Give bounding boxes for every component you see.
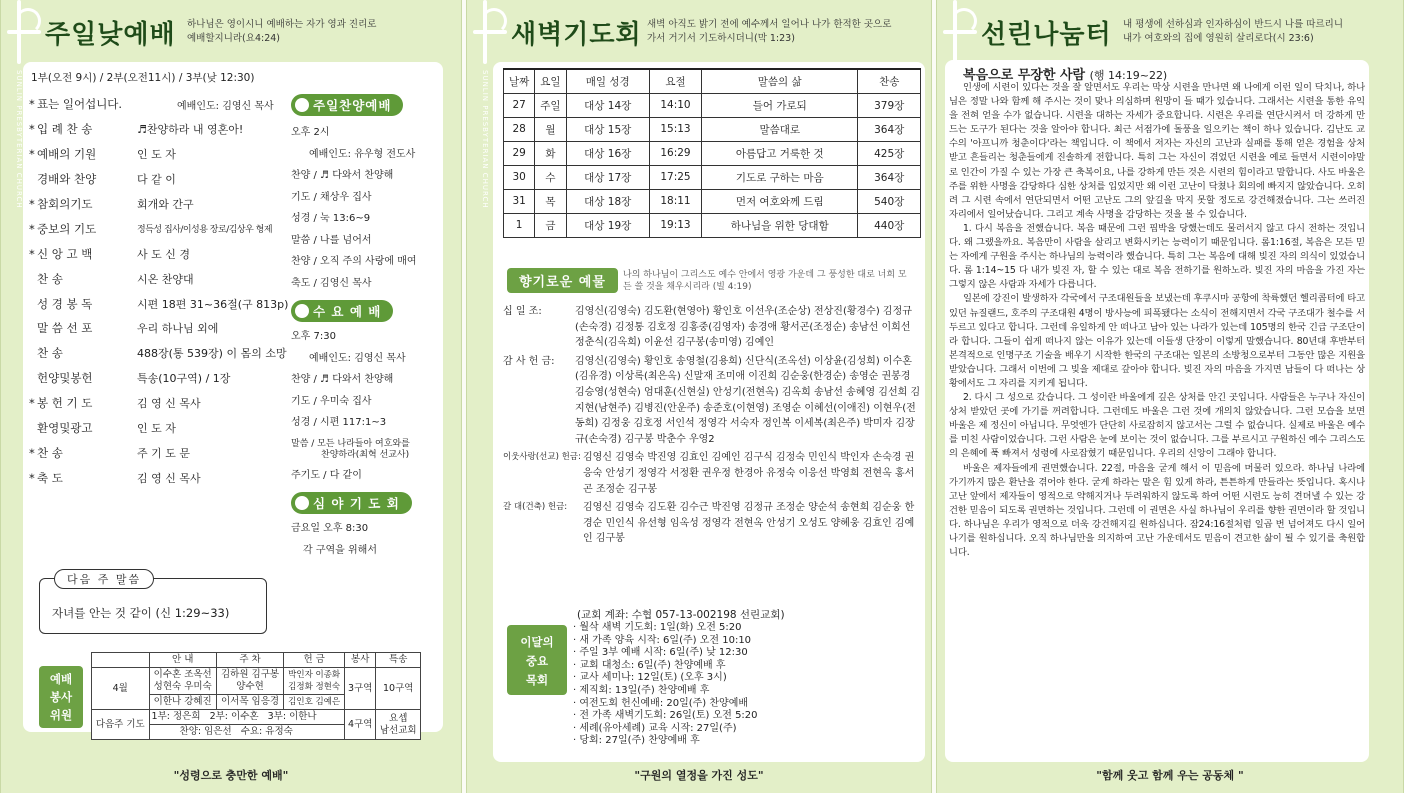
line: 성경 / 눅 13:6~9 <box>291 213 371 224</box>
event-item: · 주일 3부 예배 시작: 6일(주) 낮 12:30 <box>573 647 748 659</box>
order-row <box>29 266 299 291</box>
order-label: 축 도 <box>37 470 63 485</box>
dawn-schedule-table <box>503 68 921 238</box>
table-cell: 364장 <box>858 165 921 189</box>
order-label: 중보의 기도 <box>37 221 97 236</box>
cell-line: 요셉 <box>389 712 408 724</box>
header-cell: 요절 <box>649 69 701 93</box>
section-title: 수 요 예 배 <box>313 304 382 319</box>
subtitle-line: 예배할지니라(요4:24) <box>187 33 280 44</box>
cell-line: 양수현 <box>236 681 264 692</box>
line: 오후 7:30 <box>291 331 336 342</box>
table-cell: 목 <box>535 189 566 213</box>
order-label: 찬 송 <box>37 271 63 286</box>
event-item: · 전 가족 새벽기도회: 26일(토) 오전 5:20 <box>573 710 758 722</box>
order-label: 헌양및봉헌 <box>37 371 93 386</box>
order-label: 입 례 찬 송 <box>37 122 93 137</box>
order-value: 김 영 신 목사 <box>137 471 201 485</box>
cell <box>149 725 345 740</box>
event-item: · 월삭 새벽 기도회: 1일(화) 오전 5:20 <box>573 622 742 633</box>
table-cell: 대상 18장 <box>566 189 649 213</box>
bank-account: (교회 계좌: 수협 057-13-002198 선린교회) <box>577 609 785 621</box>
order-value: 인 도 자 <box>137 148 176 162</box>
event-item: · 교사 세미나: 12일(토) (오후 3시) <box>573 672 727 684</box>
line: 오후 2시 <box>291 127 330 138</box>
next-sermon-label: 다음 주 말씀 <box>54 569 154 589</box>
label-line: 위원 <box>49 708 73 722</box>
header-cell: 말씀의 삶 <box>702 69 858 93</box>
table-cell: 주일 <box>535 93 566 117</box>
label-line: 봉사 <box>49 690 73 704</box>
panel-dawn-prayer <box>466 0 932 793</box>
table-cell: 14:10 <box>649 93 701 117</box>
table-cell: 31 <box>504 189 535 213</box>
order-value: 김 영 신 목사 <box>137 397 201 411</box>
monthly-events-label <box>507 625 567 695</box>
table-cell: 30 <box>504 165 535 189</box>
line: 기도 / 우미숙 집사 <box>291 395 372 407</box>
offering-item <box>503 450 921 497</box>
line: 예배인도: 유우형 전도사 <box>309 148 416 160</box>
order-row <box>29 416 299 441</box>
label-line: 예배 <box>49 672 73 686</box>
night-lines <box>291 518 431 561</box>
table-cell: 대상 17장 <box>566 165 649 189</box>
table-header-row <box>504 69 921 93</box>
event-item: · 제직회: 13일(주) 찬양예배 후 <box>573 684 710 696</box>
label-line: 목회 <box>525 673 549 687</box>
panel-header <box>467 0 931 60</box>
panel-subtitle <box>187 18 376 46</box>
table-row <box>504 213 921 237</box>
line: 축도 / 김영신 목사 <box>291 277 372 289</box>
header-cell: 요일 <box>535 69 566 93</box>
subtitle-line: 하나님은 영이시니 예배하는 자가 영과 진리로 <box>187 19 377 30</box>
panel-footer: "함께 웃고 함께 우는 공동체 " <box>1096 769 1244 782</box>
order-value: 시편 18편 31~36절(구 813p) <box>137 297 289 311</box>
header-cell: 특송 <box>376 653 421 668</box>
offering-item <box>503 500 921 547</box>
article-paragraph: 바울은 제자들에게 권면했습니다. 22절, 마음을 굳게 해서 이 믿음에 머물러 있으라. 하나님 나라에 가기까지 많은 환난을 겪어야 한다. 굳게 하라는 말은 힘 있게 하라, 튼튼하게 만들라는 뜻입니다. 혹시나 고난 앞에서 제자들이 영적으로 약해지거나 두려워하지 않도록 하여 어떤 시련도 능히 견뎌낼 수 있는 강건한 믿음이 되도록 권면하는 것입니다. 그런데 이 권면은 사실 하나님이 우리를 향한 권면이라 할 것입니다. 하나님은 우리가 영적으로 더욱 강건해지길 원하십니다. 잠24:16절처럼 일곱 번 넘어져도 다시 일어나기를 원하십니다. 오직 하나님만을 의지하여 고난 가운데서도 믿음이 견고한 삶이 될 수 있기를 축원합니다. <box>949 462 1365 559</box>
cell: 이한나 강혜진 <box>149 695 216 710</box>
table-cell: 들어 가로되 <box>702 93 858 117</box>
subtitle-line: 새벽 아직도 밝기 전에 예수께서 일어나 나가 한적한 곳으로 <box>647 19 892 30</box>
order-label: 봉 헌 기 도 <box>37 396 93 411</box>
table-cell: 금 <box>535 213 566 237</box>
offering-label: 십 일 조: <box>503 306 542 317</box>
next-sermon-box <box>39 573 267 634</box>
line: 말씀 / 모든 나라들아 여호와를 <box>291 438 410 449</box>
cell-line: 박인자 이종화 <box>288 670 341 680</box>
cell-line: 남선교회 <box>379 724 417 736</box>
offering-label: 이웃사랑(선교) 헌금: <box>503 452 581 463</box>
next-week-cell: 다음주 기도 <box>92 710 150 740</box>
offering-item <box>503 354 921 448</box>
table-cell: 18:11 <box>649 189 701 213</box>
table-row <box>504 141 921 165</box>
table-cell: 16:29 <box>649 141 701 165</box>
cell: 4구역 <box>345 710 376 740</box>
table-cell: 수 <box>535 165 566 189</box>
line: 찬양하라(최혁 선교사) <box>321 449 410 460</box>
sunday-praise-title <box>291 94 403 116</box>
event-item: · 당회: 27일(주) 찬양예배 후 <box>573 735 700 747</box>
star-mark: * <box>29 221 35 236</box>
order-label: 신 앙 고 백 <box>37 246 93 261</box>
offering-title: 향기로운 예물 <box>507 268 618 293</box>
article-paragraph: 2. 다시 그 성으로 갔습니다. 그 성이란 바울에게 깊은 상처를 안긴 곳입니다. 사람들은 누구나 자신이 상처 받았던 곳에 가기를 꺼려합니다. 그런데도 바울은 그런 것에 개의치 않았습니다. 그런 모습을 보면 바울은 제 정신이 아닙니다. 무엇엔가 단단히 사로잡히지 않고서는 그럴 수 없습니다. 실제로 바울은 예수를 미친 사람이었습니다. 그런 사람은 눈에 보이는 것이 없습니다. 그를 부르시고 구원하신 예수 그리스도의 은혜에 푹 빠져서 성령에 사로잡혔기 때문입니다. 우리의 신앙이 그래야 합니다. <box>949 392 1365 460</box>
cell: 이서목 임응경 <box>216 695 283 710</box>
article-reference: (행 14:19~22) <box>1089 69 1168 82</box>
table-row <box>92 710 421 725</box>
table-row <box>504 189 921 213</box>
order-value: 시온 찬양대 <box>137 272 194 286</box>
order-row <box>29 341 299 366</box>
cell: 김인호 김예은 <box>284 695 345 710</box>
panel-title: 주일낮예배 <box>45 20 176 50</box>
order-value: 주 기 도 문 <box>137 446 190 460</box>
panel-header <box>937 0 1403 60</box>
article-body <box>949 81 1365 560</box>
subtitle-line: 가서 거기서 기도하시더니(막 1:23) <box>647 33 795 44</box>
service-table <box>91 652 421 740</box>
subtitle-line: 내가 여호와의 집에 영원히 살리로다(시 23:6) <box>1123 33 1314 44</box>
line: 성경 / 시편 117:1~3 <box>291 417 387 428</box>
article-title-text: 복음으로 무장한 사람 <box>963 68 1086 83</box>
table-cell: 화 <box>535 141 566 165</box>
sunday-praise-lines <box>291 122 431 294</box>
table-row <box>504 117 921 141</box>
table-cell: 하나님을 위한 당대함 <box>702 213 858 237</box>
order-row <box>29 316 299 341</box>
table-cell: 아름답고 거룩한 것 <box>702 141 858 165</box>
wednesday-lines <box>291 326 431 486</box>
article-paragraph: 일본에 강진이 발생하자 각국에서 구조대원들을 보냈는데 후쿠시마 공항에 착륙했던 헬리콥터에 타고 있던 뉴질랜드, 호주의 구조대원 4명이 방사능에 피폭됐다는 소식이 전해지면서 각국 구조대가 철수를 서두르고 있다고 합니다. 그런데 유일하게 안 떠나고 남아 있는 나라가 있는데 105명의 한국 긴급 구조단이라 합니다. 그들이 쉽게 떠나지 않는 이유가 있는데 이들생 단장이 이렇게 말했습니다. 80년대 후반부터 본격적으로 인명구조 기술을 배우기 시작한 한국의 구조대는 일본의 소방청으로부터 그동안 많은 지원을 받았습니다. 그래서 이번에 그 빚을 제대로 갚아야 합니다. 빚진 자의 마음을 가지면 남들이 다 떠나는 상황에서도 그 자리를 지키게 됩니다. <box>949 293 1365 389</box>
vertical-church-name: SUNLIN PRESBYTERIAN CHURCH <box>481 70 489 209</box>
line: 찬양 / ♬ 다와서 찬양해 <box>291 374 394 385</box>
order-label: 환영및광고 <box>37 421 93 436</box>
table-cell: 440장 <box>858 213 921 237</box>
panel-title: 선린나눔터 <box>981 20 1112 50</box>
order-label: 예배의 기원 <box>37 147 97 162</box>
order-label: 표는 일어섭니다. <box>37 97 123 112</box>
header-cell: 찬송 <box>858 69 921 93</box>
order-row <box>29 366 299 391</box>
cell-text: 수요: 유정숙 <box>240 726 293 737</box>
event-item: · 여전도회 헌신예배: 20일(주) 찬양예배 <box>573 697 749 709</box>
order-value: 특송(10구역) / 1장 <box>137 372 231 386</box>
night-prayer-title <box>291 492 412 514</box>
order-row <box>29 142 299 167</box>
order-row <box>29 216 299 241</box>
header-cell <box>92 653 150 668</box>
line: 기도 / 채상우 집사 <box>291 191 372 203</box>
panel-title: 새벽기도회 <box>511 20 642 50</box>
cell <box>149 710 345 725</box>
line: 찬양 / ♬ 다와서 찬양해 <box>291 170 394 181</box>
line: 금요일 오후 8:30 <box>291 523 369 534</box>
table-cell: 15:13 <box>649 117 701 141</box>
event-item: · 새 가족 양육 시작: 6일(주) 오전 10:10 <box>573 634 752 646</box>
header-cell: 안 내 <box>149 653 216 668</box>
table-cell: 364장 <box>858 117 921 141</box>
order-value: 488장(통 539장) 이 몸의 소망 <box>137 347 287 361</box>
cell <box>284 668 345 695</box>
offering-label: 갈 대(건축) 헌금: <box>503 502 568 513</box>
cross-arc <box>481 8 507 34</box>
line: 주기도 / 다 같이 <box>291 469 362 481</box>
order-value: 정득성 집사/이성용 장로/김상우 형제 <box>137 225 273 236</box>
order-value: 예배인도: 김영신 목사 <box>177 100 274 112</box>
order-label: 말 씀 선 포 <box>37 321 93 336</box>
star-mark: * <box>29 470 35 485</box>
order-value: 인 도 자 <box>137 422 176 436</box>
table-cell: 17:25 <box>649 165 701 189</box>
table-row <box>92 668 421 695</box>
header-cell: 봉사 <box>345 653 376 668</box>
cell-line: 김정화 정현숙 <box>288 682 341 692</box>
panel-footer: "성령으로 충만한 예배" <box>173 769 289 782</box>
offering-verse: 나의 하나님이 그리스도 예수 안에서 영광 가운데 그 풍성한 대로 너희 모든 쓸 것을 채우시리라 (빌 4:19) <box>623 270 907 292</box>
bullet-icon <box>295 98 309 112</box>
offering-names: 김영신(김영숙) 황인호 송영철(김용희) 신단식(조옥선) 이상윤(김성희) 이수혼(김유경) 이상록(최은옥) 신말재 조미애 이진희 김순웅(한경순) 송영순 권봉경 김승영(성현숙) 엄대훈(신현실) 안성기(전현옥) 김옥희 송남선 송혜영 김선희 김지현(남현주) 김병진(안운주) 송준호(이현영) 조영순 이혜선(이애진) 이현우(전동희) 김정웅 김호정 서인석 정영각 서숙자 정인복 이세복(최은주) 박미자 김장규(손숙경) 김구봉 박춘수 우영2 <box>575 355 921 445</box>
offering-label: 감 사 헌 금: <box>503 355 555 367</box>
cell-text: 2부: 이수혼 <box>209 711 259 722</box>
offering-item <box>503 304 921 351</box>
next-sermon-title: 자녀를 안는 것 같이 (신 1:29~33) <box>52 606 230 620</box>
section-title: 주일찬양예배 <box>313 98 392 113</box>
panel-header <box>1 0 461 60</box>
cell-text: 3부: 이한나 <box>267 711 317 722</box>
table-cell: 1 <box>504 213 535 237</box>
label-line: 중요 <box>525 654 549 668</box>
bullet-icon <box>295 496 309 510</box>
cell <box>216 668 283 695</box>
order-label: 참회의기도 <box>37 197 93 211</box>
worship-order <box>29 92 299 490</box>
bullet-icon <box>295 304 309 318</box>
vertical-church-name: SUNLIN PRESBYTERIAN CHURCH <box>15 70 23 209</box>
order-value: 회개와 간구 <box>137 198 194 211</box>
header-cell: 헌 금 <box>284 653 345 668</box>
cell-line: 김하원 김구봉 <box>221 669 280 680</box>
panel-subtitle <box>1123 18 1343 46</box>
order-row <box>29 117 299 142</box>
order-row <box>29 241 299 266</box>
cell <box>149 668 216 695</box>
cell-line: 이수혼 조옥선 <box>153 669 212 680</box>
table-cell: 19:13 <box>649 213 701 237</box>
panel-sunday-worship <box>0 0 462 793</box>
section-title: 심 야 기 도 회 <box>313 496 400 511</box>
order-label: 성 경 봉 독 <box>37 296 93 311</box>
header-cell: 날짜 <box>504 69 535 93</box>
table-cell: 425장 <box>858 141 921 165</box>
line: 말씀 / 나를 넘어서 <box>291 234 372 246</box>
order-row <box>29 192 299 217</box>
panel-footer: "구원의 열정을 가진 성도" <box>634 769 764 782</box>
table-cell: 540장 <box>858 189 921 213</box>
panel-sharing <box>936 0 1404 793</box>
order-value: ♬찬양하라 내 영혼아! <box>137 123 244 137</box>
article-paragraph: 1. 다시 복음을 전했습니다. 복음 때문에 그런 핍박을 당했는데도 물러서지 않고 다시 전하는 것입니다. 왜 그랬을까요. 복음만이 사람을 살리고 변화시키는 능력이기 때문입니다. 롬1:16절, 복음은 모든 믿는 자에게 구원을 주시는 하나님의 능력이라 했습니다. 특히 그는 복음에 대해 빚진 자의 의식이 있었습니다. 롬 1:14~15 다 내가 빚진 자, 할 수 있는 대로 복음 전하기를 원하노라. 빚진 자의 마음을 가진 자는 그렇지 않은 사람과 자세가 다릅니다. <box>949 222 1365 291</box>
order-value: 사 도 신 경 <box>137 247 190 261</box>
panel-subtitle <box>647 18 891 46</box>
service-committee-label <box>39 666 83 728</box>
order-label: 찬 송 <box>37 346 63 361</box>
worship-times: 1부(오전 9시) / 2부(오전11시) / 3부(낮 12:30) <box>31 72 255 84</box>
article-paragraph: 인생에 시련이 있다는 것을 잘 알면서도 우리는 막상 시련을 만나면 왜 나에게 이런 일이 닥치나, 하나님은 정말 나와 함께 해 주시는 것이 맞나 의심하며 원망이 들 때가 있습니다. 그래서는 시련을 통한 유익을 전혀 얻을 수가 없습니다. 시련을 대하는 자세가 중요합니다. 시련은 우리를 연단시켜서 더 강하게 만드는 도구가 된다는 것을 알아야 합니다. 최근 서점가에 돌풍을 일으키는 책이 하나 있습니다. 김난도 교수의 '아프니까 청춘이다'라는 책입니다. 이 책에서 저자는 자신의 고난과 실패를 통해 얻은 경험을 상처받고 흔들리는 청춘들에게 진솔하게 전합니다. 특히 그는 자신이 겪었던 시련을 예로 들면서 시련이야말로 인간이 가질 수 있는 가장 큰 축복이요, 나를 강하게 만든 것은 시련의 힘이라고 말합니다. 사도 바울은 주를 위한 사명을 감당하다 심한 상처를 입었지만 왜 이런 고난이 닥쳤나 회의에 빠지지 않았습니다. 오히려 그 시련 속에서 연단되면서 어떤 고난도 그의 앞길을 막지 못할 정도로 강건해졌습니다. 그는 쓰러진 자리에서 일어났습니다. 그리고 계속 사명을 감당하는 것을 볼 수 있습니다. <box>949 82 1365 220</box>
cross-arc <box>15 8 41 34</box>
table-cell: 대상 16장 <box>566 141 649 165</box>
order-value: 다 같 이 <box>137 173 176 187</box>
table-row <box>504 93 921 117</box>
wednesday-title <box>291 300 393 322</box>
month-cell: 4월 <box>92 668 150 710</box>
order-row <box>29 465 299 490</box>
table-cell: 28 <box>504 117 535 141</box>
star-mark: * <box>29 147 35 162</box>
offering-names: 김영신 김영숙 박진영 김효인 김예인 김구식 김정숙 민인식 박인자 손숙경 권응숙 안성기 정영각 서정환 권우정 한경아 유정숙 이응선 박영희 전현옥 홍서곤 조정순 김구봉 <box>583 452 915 495</box>
offering-names: 김영신 김영숙 김도환 김수근 박진영 김정규 조정순 양순석 송현희 김순웅 한경순 민인식 유선형 임옥성 정영각 전현옥 안성기 오성도 양혜웅 김효인 김예인 김구봉 <box>583 502 915 545</box>
star-mark: * <box>29 396 35 411</box>
table-cell: 대상 15장 <box>566 117 649 141</box>
event-item: · 교회 대청소: 6일(주) 찬양예배 후 <box>573 659 726 671</box>
table-row <box>504 165 921 189</box>
order-row <box>29 92 299 117</box>
table-cell: 월 <box>535 117 566 141</box>
order-value: 우리 하나님 외에 <box>137 322 219 336</box>
offering-names: 김영신(김영숙) 김도환(현영아) 황인호 이선우(조순상) 전상진(황경수) 김정규(손숙경) 김정통 김호정 김홍중(김영자) 송경애 황서곤(조정순) 송남선 이희선 정춘식(김옥희) 이윤선 김구봉(송미영) 김예인 <box>575 306 912 349</box>
order-row <box>29 391 299 416</box>
line: 각 구역을 위해서 <box>303 544 377 556</box>
cell: 3구역 <box>345 668 376 710</box>
header-cell: 매일 성경 <box>566 69 649 93</box>
order-label: 찬 송 <box>37 445 63 460</box>
header-cell: 주 차 <box>216 653 283 668</box>
star-mark: * <box>29 246 35 261</box>
order-row <box>29 440 299 465</box>
cell-text: 1부: 정은희 <box>151 711 201 722</box>
cell: 10구역 <box>376 668 421 710</box>
star-mark: * <box>29 122 35 137</box>
line: 찬양 / 오직 주의 사랑에 매여 <box>291 256 417 267</box>
star-mark: * <box>29 197 35 211</box>
table-cell: 대상 19장 <box>566 213 649 237</box>
table-header-row <box>92 653 421 668</box>
offering-list <box>503 304 921 550</box>
subtitle-line: 내 평생에 선하심과 인자하심이 반드시 나를 따르리니 <box>1123 19 1344 30</box>
monthly-events-list <box>573 622 758 748</box>
order-row <box>29 291 299 316</box>
table-cell: 말씀대로 <box>702 117 858 141</box>
label-line: 이달의 <box>520 635 554 649</box>
star-mark: * <box>29 445 35 460</box>
cell-line: 성현숙 우미숙 <box>153 681 212 692</box>
side-services <box>291 94 431 561</box>
table-cell: 먼저 여호와께 드림 <box>702 189 858 213</box>
star-mark: * <box>29 97 35 112</box>
table-cell: 29 <box>504 141 535 165</box>
event-item: · 세례(유아세례) 교육 시작: 27일(주) <box>573 722 737 734</box>
order-label: 경배와 찬양 <box>37 172 97 187</box>
table-cell: 대상 14장 <box>566 93 649 117</box>
table-cell: 기도로 구하는 마음 <box>702 165 858 189</box>
cross-arc <box>951 8 977 34</box>
table-cell: 27 <box>504 93 535 117</box>
order-row <box>29 167 299 192</box>
cell-text: 찬양: 임은선 <box>179 726 232 737</box>
line: 예배인도: 김영신 목사 <box>309 352 406 364</box>
table-cell: 379장 <box>858 93 921 117</box>
cell <box>376 710 421 740</box>
